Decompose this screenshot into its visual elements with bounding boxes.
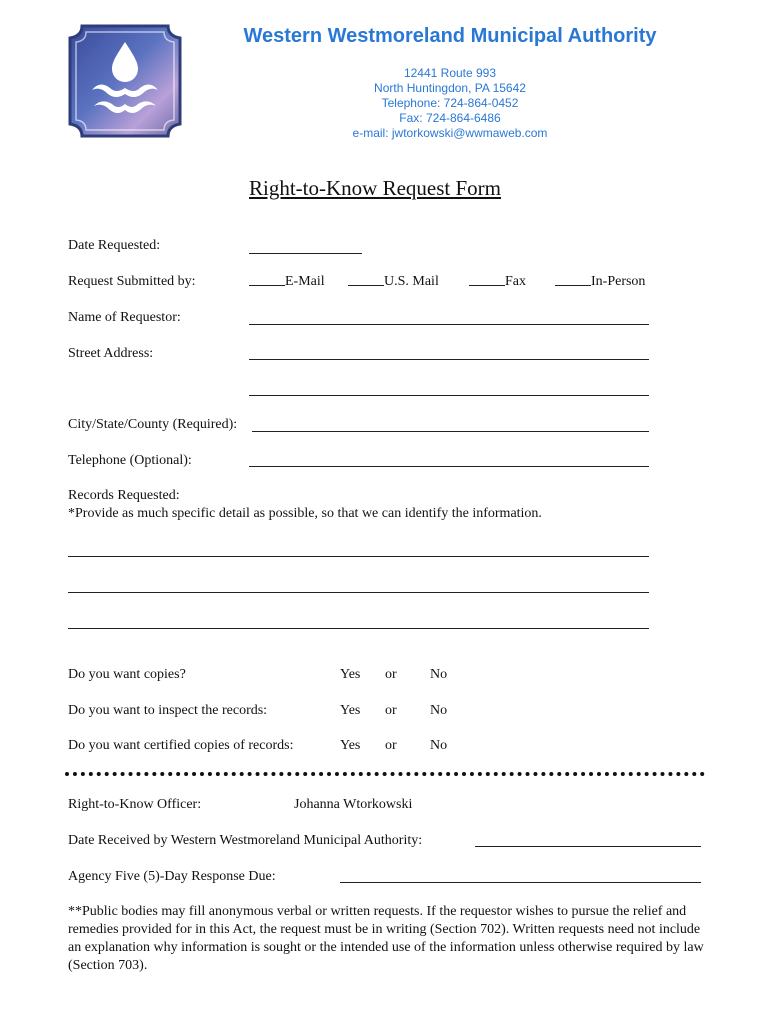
- date-received-field[interactable]: [475, 832, 701, 847]
- street-address-field-1[interactable]: [249, 345, 649, 360]
- fax-text: Fax: 724-864-6486: [399, 111, 501, 125]
- option-email[interactable]: [249, 274, 325, 290]
- question-inspect-or: or: [385, 703, 397, 718]
- records-field-line-2[interactable]: [68, 578, 649, 593]
- option-us-mail-blank[interactable]: [348, 285, 384, 286]
- option-fax-label: Fax: [505, 274, 526, 289]
- option-in-person[interactable]: [555, 274, 645, 290]
- public-bodies-note: **Public bodies may fill anonymous verbal or written requests. If the requestor wishes to pursue the relief and remedies provided for in this Act, the request must be in writing (Section 702). Written requests need not include an explanation why information is sought or the intended use of the information unless otherwise required by law (Section 703).: [68, 904, 704, 973]
- question-certified-or: or: [385, 738, 397, 753]
- question-copies-yes[interactable]: Yes: [340, 667, 361, 682]
- requestor-name-label: Name of Requestor:: [68, 310, 181, 325]
- option-email-label: E-Mail: [285, 274, 325, 289]
- response-due-field[interactable]: [340, 868, 701, 883]
- form-title: Right-to-Know Request Form: [249, 176, 501, 200]
- city-state-county-field[interactable]: [252, 417, 649, 432]
- dotted-separator: [65, 772, 705, 776]
- option-email-blank[interactable]: [249, 285, 285, 286]
- request-submitted-label: Request Submitted by:: [68, 274, 196, 289]
- question-inspect: Do you want to inspect the records:: [68, 703, 268, 718]
- requestor-name-field[interactable]: [249, 310, 649, 325]
- question-inspect-yes[interactable]: Yes: [340, 703, 361, 718]
- records-field-line-3[interactable]: [68, 614, 649, 629]
- telephone-label: Telephone (Optional):: [68, 453, 192, 468]
- records-field-line-1[interactable]: [68, 542, 649, 557]
- date-requested-field[interactable]: [249, 238, 362, 254]
- city-state-county-label: City/State/County (Required):: [68, 417, 238, 432]
- question-certified-yes[interactable]: Yes: [340, 738, 361, 753]
- street-address-field-2[interactable]: [249, 381, 649, 396]
- telephone-field[interactable]: [249, 452, 649, 467]
- question-inspect-no[interactable]: No: [430, 703, 448, 718]
- address-line-2: North Huntingdon, PA 15642: [374, 81, 526, 95]
- contact-block: [250, 66, 650, 141]
- option-fax[interactable]: [469, 274, 526, 290]
- option-us-mail[interactable]: [348, 274, 439, 290]
- organization-name: Western Westmoreland Municipal Authority: [243, 25, 657, 47]
- question-certified: Do you want certified copies of records:: [68, 738, 294, 753]
- telephone-text: Telephone: 724-864-0452: [381, 96, 519, 110]
- option-us-mail-label: U.S. Mail: [384, 274, 439, 289]
- address-line-1: 12441 Route 993: [403, 66, 497, 80]
- records-requested-label: Records Requested:: [68, 488, 180, 503]
- authority-logo: [66, 22, 184, 140]
- officer-name: Johanna Wtorkowski: [294, 797, 413, 812]
- option-in-person-blank[interactable]: [555, 285, 591, 286]
- street-address-label: Street Address:: [68, 346, 154, 361]
- question-copies: Do you want copies?: [68, 667, 186, 682]
- option-in-person-label: In-Person: [591, 274, 646, 289]
- email-text: e-mail: jwtorkowski@wwmaweb.com: [352, 126, 548, 140]
- question-copies-or: or: [385, 667, 397, 682]
- records-instructions: *Provide as much specific detail as possible, so that we can identify the information.: [68, 506, 542, 521]
- response-due-label: Agency Five (5)-Day Response Due:: [68, 869, 276, 884]
- date-requested-label: Date Requested:: [68, 238, 161, 253]
- question-copies-no[interactable]: No: [430, 667, 448, 682]
- question-certified-no[interactable]: No: [430, 738, 448, 753]
- water-drop-waves-logo-icon: [66, 22, 184, 140]
- officer-label: Right-to-Know Officer:: [68, 797, 202, 812]
- option-fax-blank[interactable]: [469, 285, 505, 286]
- date-received-label: Date Received by Western Westmoreland Municipal Authority:: [68, 833, 423, 848]
